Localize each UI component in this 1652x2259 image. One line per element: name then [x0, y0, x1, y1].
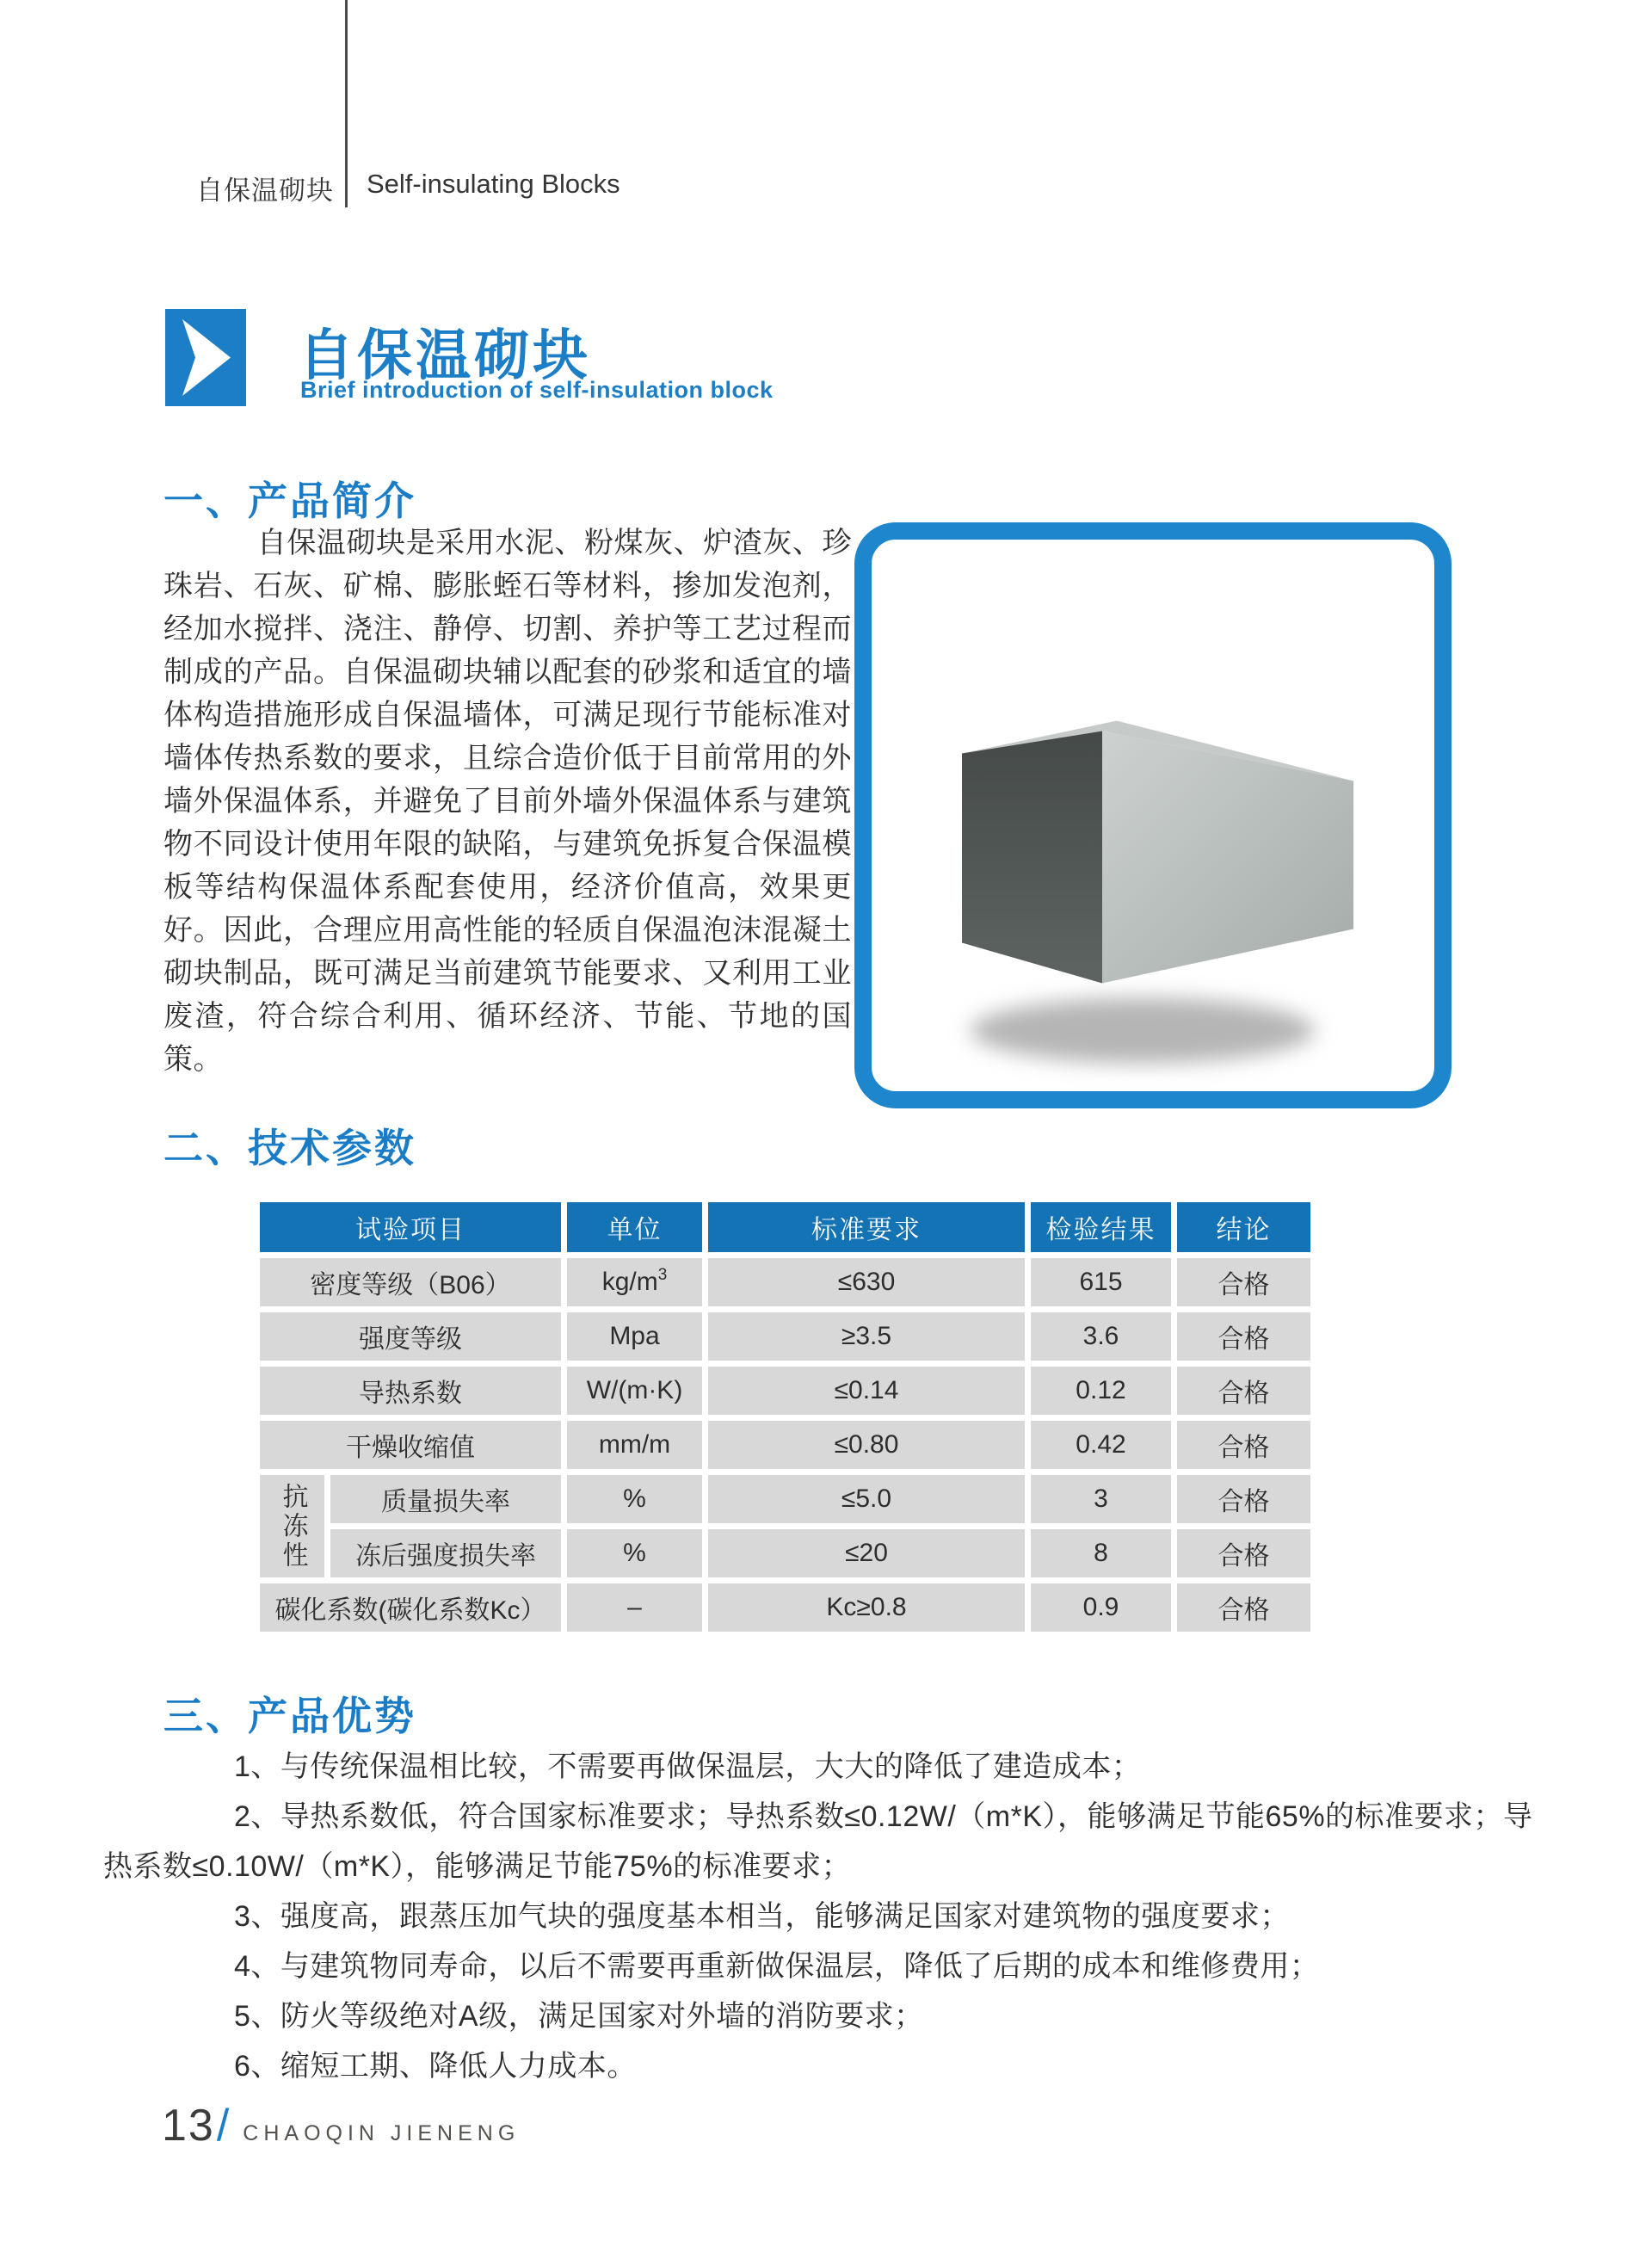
- page-number-slash: /: [216, 2101, 230, 2151]
- table-header-standard: 标准要求: [708, 1202, 1025, 1252]
- table-header-conclusion: 结论: [1177, 1202, 1310, 1252]
- table-cell-unit: %: [567, 1529, 702, 1577]
- advantage-item: 2、导热系数低，符合国家标准要求；导热系数≤0.12W/（m*K），能够满足节能65%的标准要求；导热系数≤0.10W/（m*K），能够满足节能75%的标准要求；: [103, 1800, 1533, 1883]
- table-header-unit: 单位: [567, 1202, 702, 1252]
- table-cell-unit: mm/m: [567, 1421, 702, 1469]
- logo: [165, 309, 246, 406]
- advantages-list: [103, 1742, 1561, 2091]
- section-heading-intro: 一、产品简介: [163, 479, 416, 523]
- chapter-subtitle: Brief introduction of self-insulation block: [300, 377, 774, 403]
- table-cell-conclusion: 合格: [1177, 1475, 1310, 1523]
- table-cell-unit: –: [567, 1583, 702, 1632]
- table-cell-frost-group: 抗冻性: [260, 1475, 324, 1577]
- advantage-item: 5、防火等级绝对A级，满足国家对外墙的消防要求；: [234, 2000, 924, 2033]
- table-cell-item: 强度等级: [260, 1312, 561, 1361]
- advantage-item: 1、与传统保温相比较，不需要再做保温层，大大的降低了建造成本；: [234, 1750, 1142, 1783]
- table-cell-item: 密度等级（B06）: [260, 1258, 561, 1306]
- table-cell-standard: ≤20: [708, 1529, 1025, 1577]
- table-cell-item: 质量损失率: [330, 1475, 561, 1523]
- table-cell-result: 8: [1031, 1529, 1171, 1577]
- unit-text: kg/m: [601, 1268, 658, 1296]
- table-cell-conclusion: 合格: [1177, 1421, 1310, 1469]
- table-cell-unit: %: [567, 1475, 702, 1523]
- table-cell-standard: ≥3.5: [708, 1312, 1025, 1361]
- running-head-zh: 自保温砌块: [196, 176, 334, 206]
- table-cell-unit: Mpa: [567, 1312, 702, 1361]
- table-header-result: 检验结果: [1031, 1202, 1171, 1252]
- advantage-item: 3、强度高，跟蒸压加气块的强度基本相当，能够满足国家对建筑物的强度要求；: [234, 1900, 1290, 1933]
- table-cell-standard: ≤5.0: [708, 1475, 1025, 1523]
- table-cell-result: 3: [1031, 1475, 1171, 1523]
- table-cell-conclusion: 合格: [1177, 1258, 1310, 1306]
- concrete-block-illustration: [872, 540, 1434, 1091]
- header-divider: [345, 0, 348, 207]
- product-image: [854, 522, 1452, 1108]
- table-cell-result: 0.42: [1031, 1421, 1171, 1469]
- chapter-title: 自保温砌块: [299, 324, 591, 386]
- table-cell-result: 615: [1031, 1258, 1171, 1306]
- table-cell-result: 0.9: [1031, 1583, 1171, 1632]
- advantage-item: 6、缩短工期、降低人力成本。: [234, 2050, 637, 2083]
- table-cell-conclusion: 合格: [1177, 1312, 1310, 1361]
- running-head-en: Self-insulating Blocks: [367, 169, 620, 199]
- table-cell-item: 导热系数: [260, 1367, 561, 1415]
- chevron-right-icon: [165, 309, 246, 406]
- page-footer: [162, 2100, 520, 2151]
- table-cell-unit: W/(m·K): [567, 1367, 702, 1415]
- technical-parameters-table: [260, 1202, 1310, 1632]
- intro-paragraph: 自保温砌块是采用水泥、粉煤灰、炉渣灰、珍珠岩、石灰、矿棉、膨胀蛭石等材料，掺加发泡剂，经加水搅拌、浇注、静停、切割、养护等工艺过程而制成的产品。自保温砌块辅以配套的砂浆和适宜的墙体构造措施形成自保温墙体，可满足现行节能标准对墙体传热系数的要求，且综合造价低于目前常用的外墙外保温体系，并避免了目前外墙外保温体系与建筑物不同设计使用年限的缺陷，与建筑免拆复合保温模板等结构保温体系配套使用，经济价值高，效果更好。因此，合理应用高性能的轻质自保温泡沫混凝土砌块制品，既可满足当前建筑节能要求、又利用工业废渣，符合综合利用、循环经济、节能、节地的国策。: [163, 527, 852, 1076]
- table-cell-conclusion: 合格: [1177, 1367, 1310, 1415]
- table-header-item: 试验项目: [260, 1202, 561, 1252]
- table-cell-conclusion: 合格: [1177, 1529, 1310, 1577]
- table-cell-item: 碳化系数(碳化系数Kc）: [260, 1583, 561, 1632]
- table-cell-result: 0.12: [1031, 1367, 1171, 1415]
- table-cell-standard: ≤630: [708, 1258, 1025, 1306]
- table-cell-conclusion: 合格: [1177, 1583, 1310, 1632]
- table-cell-standard: ≤0.14: [708, 1367, 1025, 1415]
- advantage-item: 4、与建筑物同寿命，以后不需要再重新做保温层，降低了后期的成本和维修费用；: [234, 1950, 1320, 1983]
- table-cell-standard: Kc≥0.8: [708, 1583, 1025, 1632]
- brand-name: CHAOQIN JIENENG: [243, 2121, 521, 2145]
- section-heading-advantages: 三、产品优势: [163, 1694, 416, 1738]
- table-cell-item: 冻后强度损失率: [330, 1529, 561, 1577]
- table-cell-unit: kg/m 3: [567, 1258, 702, 1306]
- page-number: 13: [162, 2101, 215, 2151]
- section-heading-params: 二、技术参数: [163, 1126, 416, 1170]
- table-cell-standard: ≤0.80: [708, 1421, 1025, 1469]
- table-cell-item: 干燥收缩值: [260, 1421, 561, 1469]
- table-cell-result: 3.6: [1031, 1312, 1171, 1361]
